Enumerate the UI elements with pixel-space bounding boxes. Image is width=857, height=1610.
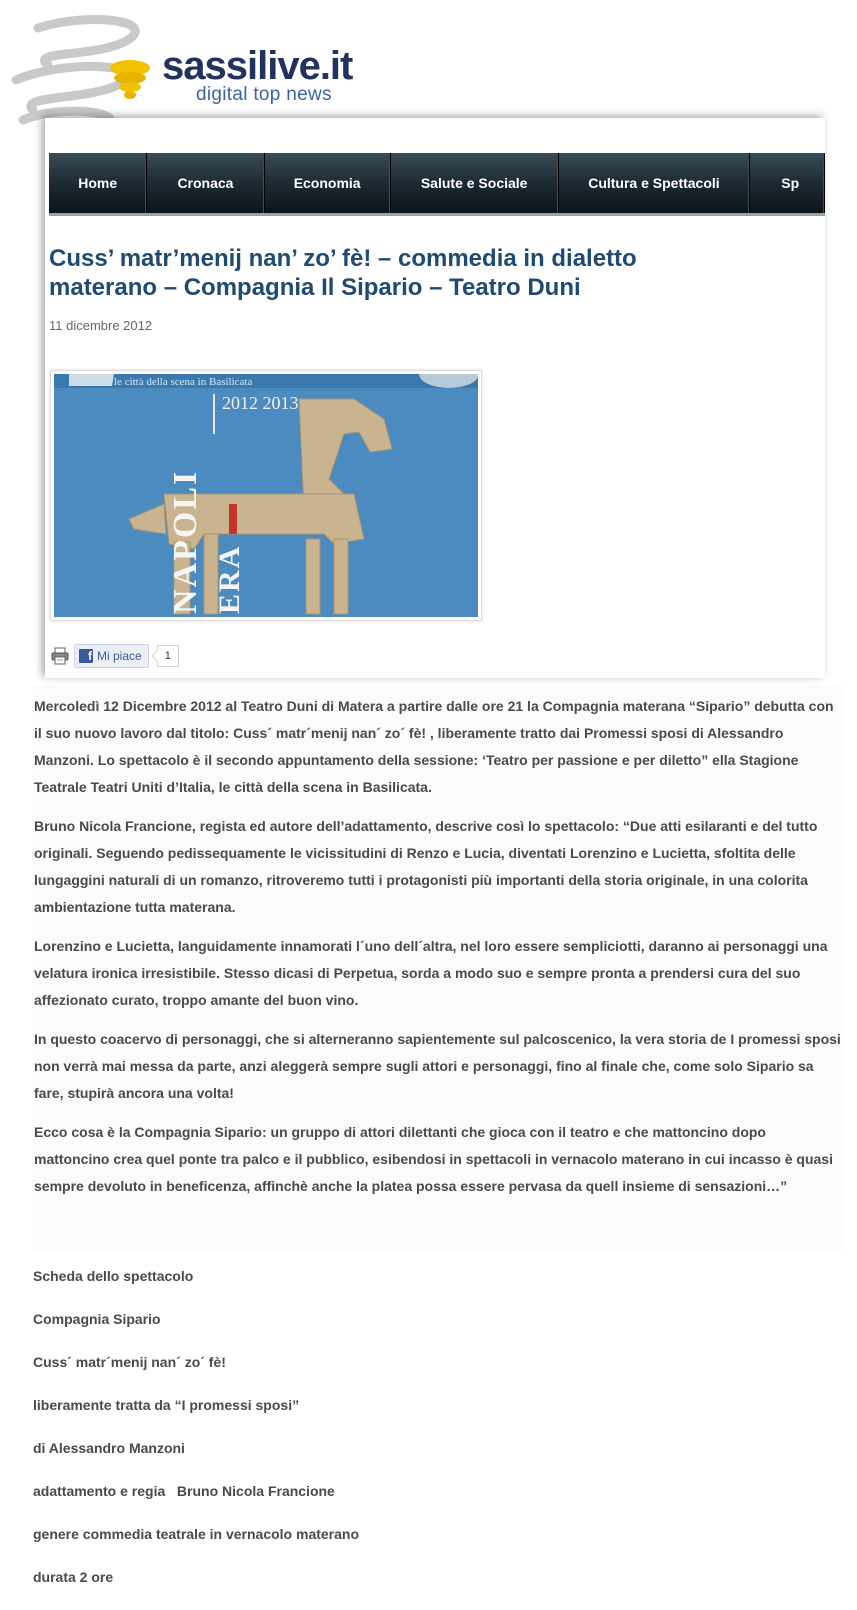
sheet-line: di Alessandro Manzoni bbox=[33, 1440, 185, 1456]
like-count: 1 bbox=[157, 645, 179, 667]
logo-swirl-icon bbox=[8, 10, 168, 135]
poster-vertical-napoli: NAPOLI bbox=[167, 469, 204, 614]
site-logo[interactable] bbox=[0, 0, 390, 135]
nav-item-economia[interactable]: Economia bbox=[265, 153, 391, 213]
logo-tagline: digital top news bbox=[196, 84, 332, 105]
sheet-line: Scheda dello spettacolo bbox=[33, 1268, 194, 1284]
show-sheet bbox=[33, 1266, 533, 1610]
logo-wordmark: sassilive.it bbox=[162, 44, 353, 88]
nav-item-salute-e-sociale[interactable]: Salute e Sociale bbox=[391, 153, 559, 213]
article-image[interactable] bbox=[50, 370, 482, 621]
sheet-line: liberamente tratta da “I promessi sposi” bbox=[33, 1397, 300, 1413]
sheet-line: adattamento e regia Bruno Nicola Francione bbox=[33, 1483, 335, 1499]
article-paragraph: Ecco cosa è la Compagnia Sipario: un gruppo di attori dilettanti che gioca con il teatro e che mattoncino dopo mattoncino crea quel ponte tra palco e il pubblico, esibendosi in spettacoli in vernacolo materano in cui incasso è quasi sempre devoluto in beneficenza, affinchè anche la platea possa essere pervasa da quell insieme di sensazioni…” bbox=[34, 1124, 833, 1194]
share-bar bbox=[51, 644, 179, 668]
article-paragraph: Mercoledì 12 Dicembre 2012 al Teatro Duni di Matera a partire dalle ore 21 la Compagnia materana “Sipario” debutta con il suo nuovo lavoro dal titolo: Cuss´ matr´menij nan´ zo´ fè! , liberamente tratto dai Promessi sposi di Alessandro Manzoni. Lo spettacolo è il secondo appuntamento della sessione: ‘Teatro per passione e per diletto” ella Stagione Teatrale Teatri Uniti d’Italia, le città della scena in Basilicata. bbox=[34, 698, 834, 795]
sheet-line: Compagnia Sipario bbox=[33, 1311, 161, 1327]
like-label: Mi piace bbox=[97, 649, 142, 663]
article-paragraph: Lorenzino e Lucietta, languidamente innamorati l´uno dell´altra, nel loro essere sempliciotti, daranno ai personaggi una velatura ironica irresistibile. Stesso dicasi di Perpetua, sorda a modo suo e sempre pronta a prendersi cura del suo affezionato curato, troppo amante del buon vino. bbox=[34, 938, 828, 1008]
poster-illustration bbox=[54, 374, 478, 617]
nav-item-sport[interactable]: Sp bbox=[750, 153, 825, 213]
poster-years: 2012 2013 bbox=[222, 393, 299, 413]
poster-top-text: le città della scena in Basilicata bbox=[114, 376, 253, 388]
facebook-like-button[interactable] bbox=[74, 644, 149, 668]
facebook-icon: f bbox=[79, 649, 93, 663]
nav-item-home[interactable]: Home bbox=[49, 153, 147, 213]
main-nav bbox=[49, 153, 825, 216]
article-body bbox=[34, 693, 842, 1212]
sheet-line: Cuss´ matr´menij nan´ zo´ fè! bbox=[33, 1354, 226, 1370]
print-icon[interactable] bbox=[51, 647, 69, 665]
nav-item-cultura-e-spettacoli[interactable]: Cultura e Spettacoli bbox=[559, 153, 751, 213]
poster-vertical-era: ERA bbox=[213, 544, 246, 614]
nav-item-cronaca[interactable]: Cronaca bbox=[147, 153, 264, 213]
article-title: Cuss’ matr’menij nan’ zo’ fè! – commedia in dialetto materano – Compagnia Il Sipario – Teatro Duni bbox=[49, 245, 637, 301]
article-paragraph: In questo coacervo di personaggi, che si alterneranno sapientemente sul palcoscenico, la vera storia de I promessi sposi non verrà mai messa da parte, anzi aleggerà sempre sugli attori e personaggi, fino al finale che, come solo Sipario sa fare, stupirà ancora una volta! bbox=[34, 1031, 841, 1101]
article-date: 11 dicembre 2012 bbox=[49, 318, 153, 333]
sheet-line: durata 2 ore bbox=[33, 1569, 114, 1585]
sheet-line: genere commedia teatrale in vernacolo materano bbox=[33, 1526, 360, 1542]
article-paragraph: Bruno Nicola Francione, regista ed autore dell’adattamento, descrive così lo spettacolo: “Due atti esilaranti e del tutto originali. Seguendo pedissequamente le vicissitudini di Renzo e Lucia, diventati Lorenzino e Lucietta, sfoltita delle lungaggini naturali di un romanzo, ritroveremo tutti i protagonisti più importanti della storia originale, in una colorita ambientazione tutta materana. bbox=[34, 818, 818, 915]
